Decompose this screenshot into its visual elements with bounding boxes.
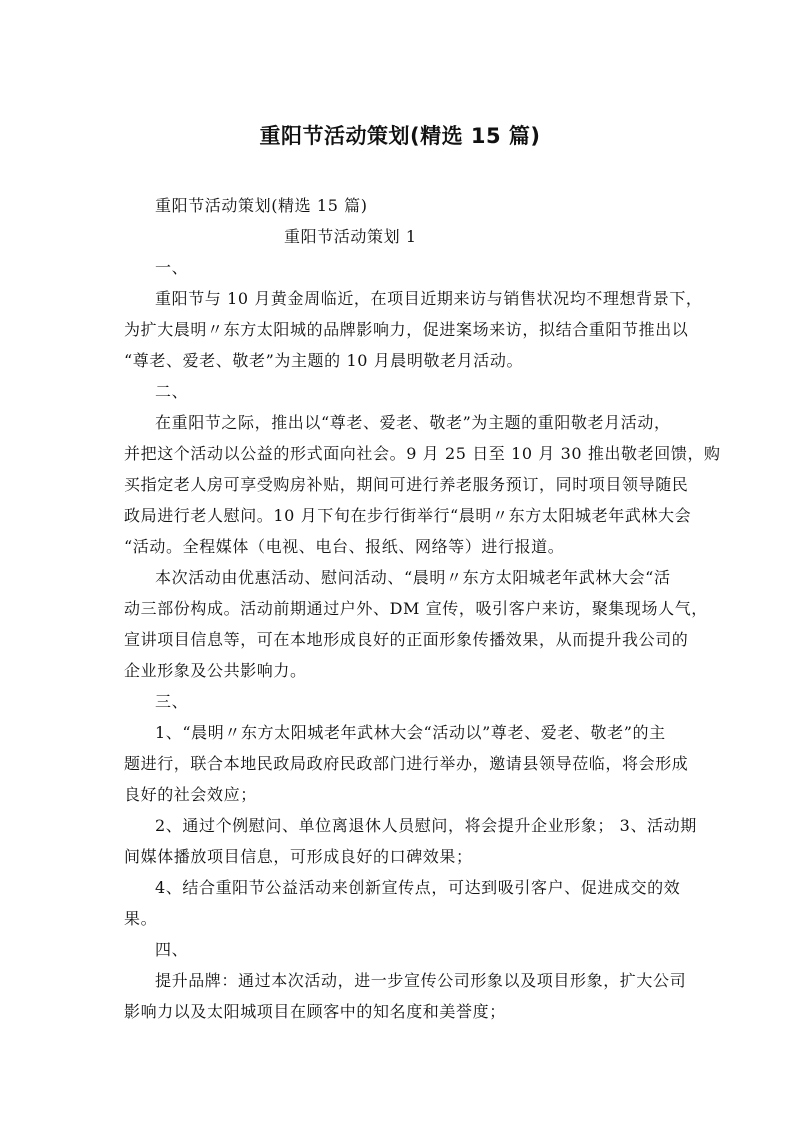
- paragraph-line: 本次活动由优惠活动、慰问活动、“晨明〃东方太阳城老年武林大会“活: [155, 568, 671, 587]
- paragraph-line: 买指定老人房可享受购房补贴，期间可进行养老服务预订，同时项目领导随民: [124, 475, 689, 494]
- paragraph-line: 重阳节与 10 月黄金周临近，在项目近期来访与销售状况均不理想背景下，: [155, 289, 703, 308]
- paragraph-line: 宣讲项目信息等，可在本地形成良好的正面形象传播效果，从而提升我公司的: [124, 630, 689, 649]
- paragraph-line: 影响力以及太阳城项目在顾客中的知名度和美誉度；: [124, 1002, 506, 1021]
- paragraph-line: 果。: [124, 909, 158, 928]
- paragraph-line: “活动。全程媒体（电视、电台、报纸、网络等）进行报道。: [124, 537, 565, 556]
- paragraph-line: 动三部份构成。活动前期通过户外、DM 宣传，吸引客户来访，聚集现场人气，: [124, 599, 708, 618]
- heading-one: 一、: [155, 258, 189, 277]
- document-title: 重阳节活动策划(精选 15 篇): [259, 124, 541, 148]
- paragraph-line: 4、结合重阳节公益活动来创新宣传点，可达到吸引客户、促进成交的效: [155, 878, 681, 897]
- paragraph-line: 良好的社会效应；: [124, 785, 257, 804]
- paragraph-line: 提升品牌：通过本次活动，进一步宣传公司形象以及项目形象，扩大公司: [155, 971, 687, 990]
- paragraph-line: 1、“晨明〃东方太阳城老年武林大会“活动以”尊老、爱老、敬老”的主: [155, 723, 666, 742]
- heading-two: 二、: [155, 382, 189, 401]
- heading-four: 四、: [155, 940, 189, 959]
- section-title: 重阳节活动策划 1: [284, 227, 417, 246]
- paragraph-line: 政局进行老人慰问。10 月下旬在步行街举行“晨明〃东方太阳城老年武林大会: [124, 506, 692, 525]
- paragraph-line: 并把这个活动以公益的形式面向社会。9 月 25 日至 10 月 30 推出敬老回馈，购: [124, 444, 721, 463]
- paragraph-line: “尊老、爱老、敬老”为主题的 10 月晨明敬老月活动。: [124, 351, 524, 370]
- paragraph-line: 为扩大晨明〃东方太阳城的品牌影响力，促进案场来访，拟结合重阳节推出以: [124, 320, 689, 339]
- paragraph-line: 题进行，联合本地民政局政府民政部门进行举办，邀请县领导莅临，将会形成: [124, 754, 689, 773]
- document-subtitle: 重阳节活动策划(精选 15 篇): [155, 196, 368, 215]
- heading-three: 三、: [155, 692, 189, 711]
- paragraph-line: 企业形象及公共影响力。: [124, 661, 307, 680]
- paragraph-line: 2、通过个例慰问、单位离退休人员慰问，将会提升企业形象； 3、活动期: [155, 816, 697, 835]
- paragraph-line: 间媒体播放项目信息，可形成良好的口碑效果；: [124, 847, 473, 866]
- document-body: [124, 190, 721, 1027]
- paragraph-line: 在重阳节之际，推出以“尊老、爱老、敬老”为主题的重阳敬老月活动，: [155, 413, 671, 432]
